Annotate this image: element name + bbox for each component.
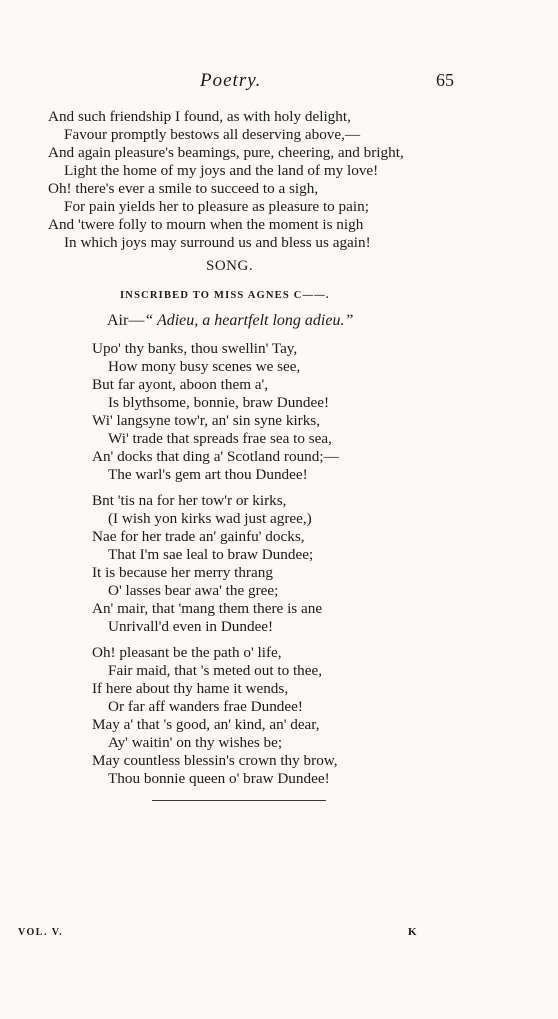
running-head [0,70,558,94]
page-number: 65 [436,70,454,90]
stanza-line: Wi' langsyne tow'r, an' sin syne kirks, [92,412,321,429]
stanza-line: O' lasses bear awa' the gree; [108,582,279,599]
stanza-line: May countless blessin's crown thy brow, [92,752,338,769]
stanza-line: May a' that 's good, an' kind, an' dear, [92,716,320,733]
stanza-line: That I'm sae leal to braw Dundee; [108,546,314,563]
stanza-line: The warl's gem art thou Dundee! [108,466,308,483]
section-divider [152,800,326,801]
stanza-line: But far ayont, aboon them a', [92,376,269,393]
stanza-line: Is blythsome, bonnie, braw Dundee! [108,394,330,411]
stanza-line: How mony busy scenes we see, [108,358,301,375]
volume-signature: VOL. V. [18,927,64,938]
stanza-line: It is because her merry thrang [92,564,273,581]
stanza-line: Or far aff wanders frae Dundee! [108,698,303,715]
poem-line: And again pleasure's beamings, pure, cheering, and bright, [48,144,404,161]
running-title: Poetry. [200,70,262,91]
stanza-line: An' mair, that 'mang them there is ane [92,600,323,617]
poem-line: And 'twere folly to mourn when the moment is nigh [48,216,364,233]
sheet-signature: K [408,926,417,938]
air-title: “ Adieu, a heartfelt long adieu.” [144,312,354,329]
stanza-line: Upo' thy banks, thou swellin' Tay, [92,340,298,357]
stanza-line: Oh! pleasant be the path o' life, [92,644,282,661]
stanza-line: Thou bonnie queen o' braw Dundee! [108,770,330,787]
song-dedication: INSCRIBED TO MISS AGNES C——. [120,290,330,301]
stanza-line: Nae for her trade an' gainfu' docks, [92,528,305,545]
stanza-line: Unrivall'd even in Dundee! [108,618,274,635]
stanza-line: Wi' trade that spreads frae sea to sea, [108,430,332,447]
poem-line: Light the home of my joys and the land of my love! [64,162,379,179]
song-air [107,312,353,330]
poem-line: Favour promptly bestows all deserving above,— [64,126,361,143]
stanza-line: (I wish yon kirks wad just agree,) [108,510,312,527]
stanza-line: An' docks that ding a' Scotland round;— [92,448,339,465]
poem-line: In which joys may surround us and bless us again! [64,234,371,251]
poem-line: And such friendship I found, as with holy delight, [48,108,351,125]
stanza-line: Ay' waitin' on thy wishes be; [108,734,283,751]
air-prefix: Air— [107,312,145,329]
stanza-line: Bnt 'tis na for her tow'r or kirks, [92,492,287,509]
stanza-line: If here about thy hame it wends, [92,680,289,697]
poem-line: Oh! there's ever a smile to succeed to a sigh, [48,180,319,197]
song-heading: SONG. [206,258,254,274]
poem-line: For pain yields her to pleasure as pleasure to pain; [64,198,369,215]
stanza-line: Fair maid, that 's meted out to thee, [108,662,323,679]
